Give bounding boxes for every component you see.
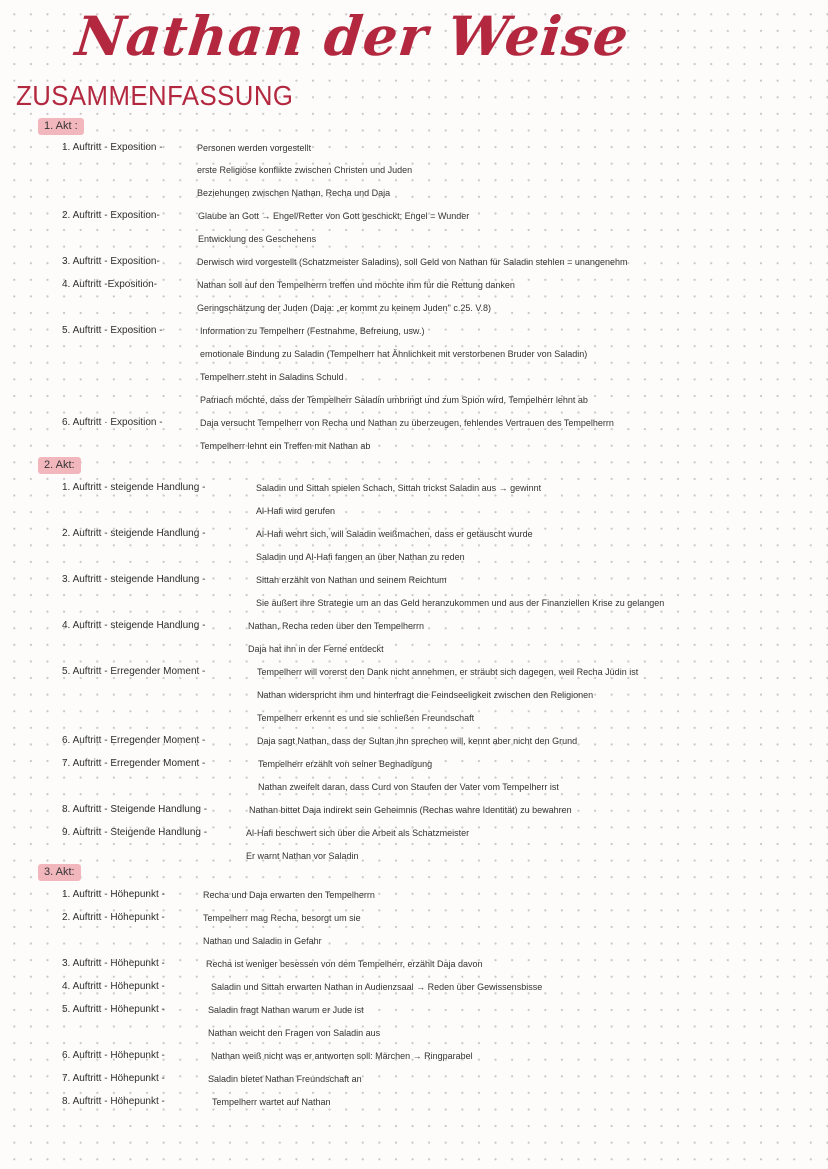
scene-note-line: Saladin und Al-Hafi fangen an über Nathan zu reden [256, 552, 465, 562]
scene-note-line: Tempelherr wartet auf Nathan [212, 1097, 331, 1107]
scene-note-line: Saladin und Sittah spielen Schach, Sittah trickst Saladin aus → gewinnt [256, 483, 542, 493]
scene-label: 3. Auftritt - steigende Handlung - [62, 574, 206, 585]
act-heading: 2. Akt: [38, 457, 81, 474]
scene-note-line: Daja hat ihn in der Ferne entdeckt [248, 644, 384, 654]
scene-note-line: Entwicklung des Geschehens [198, 234, 317, 244]
scene-label: 8. Auftritt - Höhepunkt - [62, 1096, 165, 1107]
scene-label: 5. Auftritt - Exposition - [62, 325, 163, 336]
scene-note-line: Beziehungen zwischen Nathan, Recha und Daja [197, 188, 391, 198]
scene-note-line: Daja sagt Nathan, dass der Sultan ihn sprechen will, kennt aber nicht den Grund [257, 736, 578, 746]
scene-label: 6. Auftritt - Erregender Moment - [62, 735, 206, 746]
scene-note-line: Nathan soll auf den Tempelherrn treffen und möchte ihm für die Rettung danken [197, 280, 515, 290]
scene-note-line: Al-Hafi beschwert sich über die Arbeit als Schatzmeister [246, 828, 470, 838]
scene-note-line: erste Religiöse konflikte zwischen Christen und Juden [197, 165, 413, 175]
scene-note-line: Personen werden vorgestellt [197, 143, 312, 153]
scene-label: 5. Auftritt - Höhepunkt - [62, 1004, 165, 1015]
scene-note-line: Nathan, Recha reden über den Tempelherrn [248, 621, 424, 631]
scene-note-line: Derwisch wird vorgestellt (Schatzmeister Saladins), soll Geld von Nathan für Saladin stehlen = unangenehm [197, 257, 628, 267]
scene-note-line: Nathan zweifelt daran, dass Curd von Staufen der Vater vom Tempelherr ist [258, 782, 559, 792]
scene-note-line: Al-Hafi wird gerufen [256, 506, 336, 516]
scene-label: 6. Auftritt · Exposition - [62, 417, 163, 428]
scene-note-line: Saladin fragt Nathan warum er Jude ist [208, 1005, 364, 1015]
scene-note-line: Nathan weiß nicht was er antworten soll: Märchen → Ringparabel [211, 1051, 473, 1061]
scene-note-line: Recha ist weniger besessen von dem Tempelherr, erzählt Daja davon [206, 959, 483, 969]
scene-label: 2. Auftritt - Höhepunkt - [62, 912, 165, 923]
scene-label: 2. Auftritt - steigende Handlung - [62, 528, 206, 539]
scene-label: 4. Auftritt -Exposition- [62, 279, 158, 290]
scene-label: 4. Auftritt - steigende Handlung - [62, 620, 206, 631]
scene-label: 6. Auftritt - Höhepunkt - [62, 1050, 165, 1061]
scene-label: 1. Auftritt - Exposition - [62, 142, 163, 153]
scene-note-line: Saladin bietet Nathan Freundschaft an [208, 1074, 362, 1084]
scene-label: 3. Auftritt - Höhepunkt - [62, 958, 165, 969]
scene-note-line: Tempelherr lehnt ein Treffen mit Nathan ab [200, 441, 371, 451]
scene-label: 8. Auftritt - Steigende Handlung - [62, 804, 208, 815]
scene-note-line: emotionale Bindung zu Saladin (Tempelherr hat Ähnlichkeit mit verstorbenen Bruder von Saladin) [200, 349, 588, 359]
scene-note-line: Recha und Daja erwarten den Tempelherrn [203, 890, 375, 900]
scene-label: 2. Auftritt - Exposition- [62, 210, 160, 221]
scene-note-line: Nathan weicht den Fragen von Saladin aus [208, 1028, 381, 1038]
scene-label: 1. Auftritt - Höhepunkt - [62, 889, 165, 900]
scene-note-line: Nathan und Saladin in Gefahr [203, 936, 322, 946]
scene-note-line: Daja versucht Tempelherr von Recha und Nathan zu überzeugen, fehlendes Vertrauen des Tempelherrn [200, 418, 614, 428]
scene-note-line: Sie äußert ihre Strategie um an das Geld heranzukommen und aus der Finanziellen Krise zu gelangen [256, 598, 665, 608]
scene-label: 1. Auftritt - steigende Handlung - [62, 482, 206, 493]
scene-label: 4. Auftritt - Höhepunkt - [62, 981, 165, 992]
scene-note-line: Er warnt Nathan vor Saladin [246, 851, 359, 861]
scene-label: 9. Auftritt - Steigende Handlung - [62, 827, 208, 838]
scene-note-line: Saladin und Sittah erwarten Nathan in Audienzsaal → Reden über Gewissensbisse [211, 982, 543, 992]
scene-note-line: Tempelherr steht in Saladins Schuld [200, 372, 344, 382]
scene-note-line: Tempelherr will vorerst den Dank nicht annehmen, er sträubt sich dagegen, weil Recha Jüdin ist [257, 667, 639, 677]
page-title: Nathan der Weise [72, 4, 633, 68]
scene-note-line: Patriach möchte, dass der Tempelherr Saladin umbringt und zum Spion wird, Tempelherr lehnt ab [200, 395, 588, 405]
scene-label: 7. Auftritt - Erregender Moment - [62, 758, 206, 769]
scene-note-line: Al-Hafi wehrt sich, will Saladin weißmachen, dass er getäuscht wurde [256, 529, 533, 539]
scene-note-line: Tempelherr erzählt von seiner Begnadigung [258, 759, 433, 769]
act-heading: 1. Akt : [38, 118, 84, 135]
scene-note-line: Tempelherr mag Recha, besorgt um sie [203, 913, 361, 923]
scene-note-line: Nathan widerspricht ihm und hinterfragt die Feindseeligkeit zwischen den Religionen [257, 690, 594, 700]
scene-note-line: Tempelherr erkennt es und sie schließen Freundschaft [257, 713, 475, 723]
scene-label: 5. Auftritt - Erregender Moment - [62, 666, 206, 677]
scene-note-line: Geringschätzung der Juden (Daja: „er kommt zu keinem Juden" c.25. V.8) [197, 303, 492, 313]
scene-label: 7. Auftritt - Höhepunkt - [62, 1073, 165, 1084]
scene-note-line: Nathan bittet Daja indirekt sein Geheimnis (Rechas wahre Identität) zu bewahren [249, 805, 572, 815]
act-heading: 3. Akt: [38, 864, 81, 881]
scene-note-line: Glaube an Gott → Engel/Retter von Gott geschickt; Engel = Wunder [198, 211, 470, 221]
scene-note-line: Information zu Tempelherr (Festnahme, Befreiung, usw.) [200, 326, 425, 336]
scene-note-line: Sittah erzählt von Nathan und seinem Reichtum [256, 575, 447, 585]
scene-label: 3. Auftritt - Exposition- [62, 256, 160, 267]
page-subtitle: ZUSAMMENFASSUNG [16, 80, 294, 111]
